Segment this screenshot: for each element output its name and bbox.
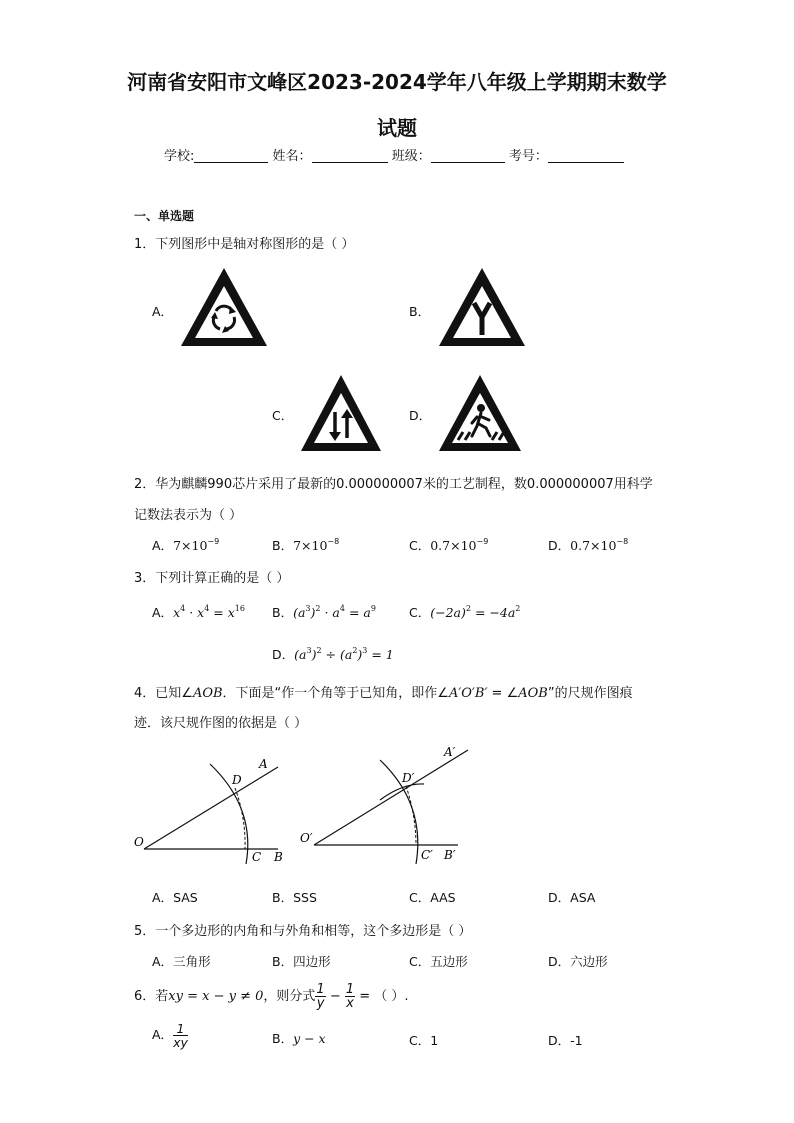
label-d: D <box>232 773 242 787</box>
label-o2: O′ <box>300 831 313 845</box>
q5-option-c[interactable]: C．五边形 <box>409 954 468 969</box>
label-c: C <box>252 850 262 864</box>
q1-option-d-label[interactable]: D． <box>409 408 432 423</box>
q1-option-c-label[interactable]: C． <box>272 408 294 423</box>
q3-stem: 3．下列计算正确的是（ ） <box>134 571 290 586</box>
school-label: 学校: <box>164 149 195 164</box>
q5-option-b[interactable]: B．四边形 <box>272 954 331 969</box>
q6-option-a[interactable]: A． $\frac{1}{xy}$ <box>152 1021 188 1050</box>
exam-number-label: 考号： <box>508 149 548 164</box>
q4-option-b[interactable]: B．SSS <box>272 890 317 905</box>
name-blank[interactable] <box>312 148 388 163</box>
q2-option-d[interactable]: D．$0.7\times 10^{-8}$ <box>548 537 629 553</box>
exam-number-blank[interactable] <box>548 148 624 163</box>
school-blank[interactable] <box>194 148 268 163</box>
q6-stem: 6．若xy = x − y ≠ 0，则分式 $\frac{1}{y}$ − $\frac{1}{x}$ = （ ）. <box>134 982 409 1011</box>
q4-stem-line1: 4．已知∠AOB．下面是“作一个角等于已知角，即作∠A′O′B′ = ∠AOB”的尺规作图痕 <box>134 686 633 701</box>
q4-option-a[interactable]: A．SAS <box>152 890 198 905</box>
class-blank[interactable] <box>431 148 505 163</box>
chord-dc <box>235 788 245 849</box>
q4-stem-line2: 迹．该尺规作图的依据是（ ） <box>134 716 308 731</box>
q3-option-c[interactable]: C．$(-2a)^2 = -4a^2$ <box>409 604 521 620</box>
section-heading: 一、单选题 <box>134 209 195 223</box>
q2-option-a[interactable]: A．$7\times 10^{-9}$ <box>152 537 220 553</box>
q4-option-d[interactable]: D．ASA <box>548 890 596 905</box>
q1-option-b-label[interactable]: B． <box>409 304 431 319</box>
q2-stem-line1: 2．华为麒麟990芯片采用了最新的0.000000007米的工艺制程，数0.000000007用科学 <box>134 477 653 492</box>
two-way-traffic-sign-icon[interactable] <box>298 372 384 454</box>
angle-construction-figure <box>128 738 478 870</box>
roundabout-sign-icon[interactable] <box>178 265 270 349</box>
y-junction-sign-icon[interactable] <box>436 265 528 349</box>
q5-option-d[interactable]: D．六边形 <box>548 954 608 969</box>
ray-o2a2 <box>314 750 468 845</box>
q5-option-a[interactable]: A．三角形 <box>152 954 211 969</box>
class-label: 班级： <box>391 149 431 164</box>
label-b2: B′ <box>444 848 456 862</box>
q2-stem-line2: 记数法表示为（ ） <box>134 508 243 523</box>
ray-oa <box>144 767 278 849</box>
pedestrian-crossing-sign-icon[interactable] <box>436 372 524 454</box>
exam-title-line1: 河南省安阳市文峰区2023-2024学年八年级上学期期末数学 <box>127 70 667 94</box>
q6-option-d[interactable]: D．-1 <box>548 1033 583 1048</box>
q3-option-b[interactable]: B．$(a^3)^2 \cdot a^4 = a^9$ <box>272 604 376 620</box>
label-a: A <box>259 757 268 771</box>
q3-option-d[interactable]: D．$(a^3)^2 \div (a^2)^3 = 1$ <box>272 646 394 662</box>
q1-option-a-label[interactable]: A． <box>152 304 174 319</box>
label-c2: C′ <box>421 848 433 862</box>
q3-option-a[interactable]: A．$x^4 \cdot x^4 = x^{16}$ <box>152 604 245 620</box>
q6-option-c[interactable]: C．1 <box>409 1033 439 1048</box>
q6-option-b[interactable]: B．y − x <box>272 1031 326 1046</box>
q2-option-c[interactable]: C．$0.7\times 10^{-9}$ <box>409 537 489 553</box>
q4-option-c[interactable]: C．AAS <box>409 890 456 905</box>
exam-title-line2: 试题 <box>377 116 417 140</box>
label-a2: A′ <box>444 745 456 759</box>
label-o: O <box>134 835 144 849</box>
q5-stem: 5．一个多边形的内角和与外角和相等，这个多边形是（ ） <box>134 924 472 939</box>
q1-stem: 1．下列图形中是轴对称图形的是（ ） <box>134 237 355 252</box>
label-b: B <box>274 850 283 864</box>
label-d2: D′ <box>402 771 415 785</box>
student-info-row <box>164 145 624 164</box>
q2-option-b[interactable]: B．$7\times 10^{-8}$ <box>272 537 340 553</box>
name-label: 姓名： <box>272 149 312 164</box>
